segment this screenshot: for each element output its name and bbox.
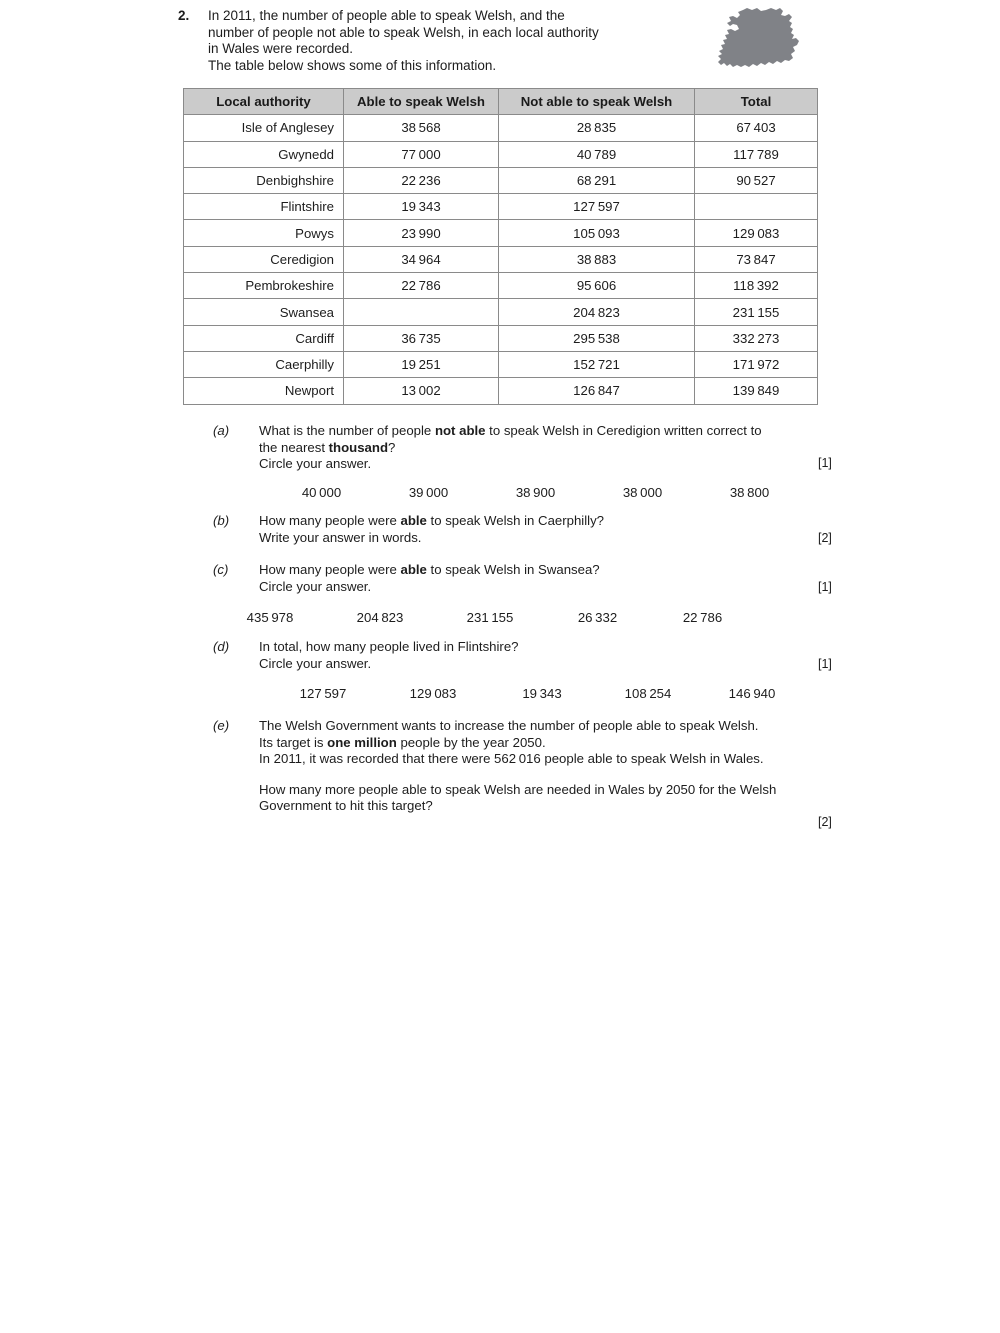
cell-local-authority: Newport bbox=[184, 378, 344, 404]
part-b-label: (b) bbox=[213, 513, 230, 528]
part-e-line-4: How many more people able to speak Welsh are needed in Wales by 2050 for the Welsh bbox=[259, 781, 777, 797]
part-b-line-1-post: to speak Welsh in Caerphilly? bbox=[426, 513, 605, 528]
part-b-line-1-pre: How many people were bbox=[259, 513, 401, 528]
cell-local-authority: Ceredigion bbox=[184, 246, 344, 272]
part-c-option[interactable]: 204 823 bbox=[356, 610, 404, 625]
part-a-option[interactable]: 38 000 bbox=[622, 485, 663, 500]
cell-not-able-to-speak-welsh: 295 538 bbox=[499, 325, 695, 351]
cell-total: 332 273 bbox=[695, 325, 818, 351]
column-header-total: Total bbox=[695, 89, 818, 115]
part-a-line-1-post: to speak Welsh in Ceredigion written correct to bbox=[485, 423, 762, 438]
part-e-line-2-post: people by the year 2050. bbox=[396, 734, 546, 750]
table-header-row bbox=[184, 89, 818, 115]
column-header-not-able: Not able to speak Welsh bbox=[499, 89, 695, 115]
part-c-option[interactable]: 22 786 bbox=[682, 610, 723, 625]
part-e-line-1: The Welsh Government wants to increase the number of people able to speak Welsh. bbox=[259, 718, 759, 733]
cell-not-able-to-speak-welsh: 126 847 bbox=[499, 378, 695, 404]
cell-able-to-speak-welsh: 22 786 bbox=[344, 273, 499, 299]
cell-total: 90 527 bbox=[695, 167, 818, 193]
cell-local-authority: Gwynedd bbox=[184, 141, 344, 167]
part-d-options bbox=[268, 686, 804, 701]
part-c-marks: [1] bbox=[818, 580, 832, 594]
part-a-options bbox=[268, 485, 804, 500]
part-d-option[interactable]: 146 940 bbox=[728, 686, 776, 701]
part-c-line-2: Circle your answer. bbox=[259, 578, 372, 594]
part-a-line-1-pre: What is the number of people bbox=[259, 423, 435, 438]
part-b-line-1-bold: able bbox=[400, 513, 427, 528]
table-row bbox=[184, 115, 818, 141]
part-c-option[interactable]: 26 332 bbox=[577, 610, 618, 625]
question-stem-line: The table below shows some of this information. bbox=[208, 57, 497, 73]
cell-able-to-speak-welsh: 23 990 bbox=[344, 220, 499, 246]
part-a bbox=[213, 423, 853, 473]
cell-able-to-speak-welsh: 38 568 bbox=[344, 115, 499, 141]
cell-able-to-speak-welsh: 13 002 bbox=[344, 378, 499, 404]
cell-able-to-speak-welsh bbox=[344, 299, 499, 325]
cell-local-authority: Flintshire bbox=[184, 194, 344, 220]
cell-not-able-to-speak-welsh: 152 721 bbox=[499, 351, 695, 377]
table-row bbox=[184, 378, 818, 404]
cell-local-authority: Powys bbox=[184, 220, 344, 246]
part-c-line-1-post: to speak Welsh in Swansea? bbox=[426, 562, 600, 577]
cell-local-authority: Isle of Anglesey bbox=[184, 115, 344, 141]
cell-total: 171 972 bbox=[695, 351, 818, 377]
cell-total: 117 789 bbox=[695, 141, 818, 167]
cell-able-to-speak-welsh: 22 236 bbox=[344, 167, 499, 193]
part-a-line-2-bold: thousand bbox=[328, 439, 388, 455]
part-a-line-1 bbox=[259, 423, 853, 440]
welsh-speakers-table bbox=[183, 88, 818, 405]
part-d-line-1: In total, how many people lived in Flintshire? bbox=[259, 639, 519, 654]
table-row bbox=[184, 167, 818, 193]
cell-total: 129 083 bbox=[695, 220, 818, 246]
part-c-body bbox=[259, 562, 853, 595]
part-e-line-5: Government to hit this target? bbox=[259, 798, 433, 813]
cell-able-to-speak-welsh: 77 000 bbox=[344, 141, 499, 167]
part-b-marks: [2] bbox=[818, 531, 832, 545]
column-header-local-authority: Local authority bbox=[184, 89, 344, 115]
cell-local-authority: Swansea bbox=[184, 299, 344, 325]
cell-able-to-speak-welsh: 34 964 bbox=[344, 246, 499, 272]
table-row bbox=[184, 220, 818, 246]
part-d-line-2: Circle your answer. bbox=[259, 655, 372, 671]
cell-local-authority: Cardiff bbox=[184, 325, 344, 351]
table-body bbox=[184, 115, 818, 404]
part-a-body bbox=[259, 423, 853, 473]
table-row bbox=[184, 299, 818, 325]
wales-map-icon bbox=[713, 4, 817, 80]
part-d-option[interactable]: 108 254 bbox=[624, 686, 672, 701]
cell-not-able-to-speak-welsh: 38 883 bbox=[499, 246, 695, 272]
cell-not-able-to-speak-welsh: 68 291 bbox=[499, 167, 695, 193]
cell-total: 67 403 bbox=[695, 115, 818, 141]
cell-not-able-to-speak-welsh: 28 835 bbox=[499, 115, 695, 141]
part-c-line-1-pre: How many people were bbox=[259, 562, 401, 577]
cell-total: 231 155 bbox=[695, 299, 818, 325]
part-e-line-2-bold: one million bbox=[327, 734, 397, 750]
part-e-line-3: In 2011, it was recorded that there were 562 016 people able to speak Welsh in Wales. bbox=[259, 751, 764, 766]
cell-not-able-to-speak-welsh: 105 093 bbox=[499, 220, 695, 246]
welsh-speakers-table-container bbox=[183, 88, 817, 405]
part-a-label: (a) bbox=[213, 423, 230, 438]
part-b bbox=[213, 513, 853, 546]
part-c-label: (c) bbox=[213, 562, 229, 577]
part-a-line-2 bbox=[259, 440, 853, 457]
part-e-marks: [2] bbox=[818, 815, 832, 829]
question-number: 2. bbox=[178, 8, 190, 23]
cell-local-authority: Denbighshire bbox=[184, 167, 344, 193]
cell-able-to-speak-welsh: 19 343 bbox=[344, 194, 499, 220]
cell-local-authority: Pembrokeshire bbox=[184, 273, 344, 299]
wales-map-silhouette bbox=[713, 4, 817, 80]
part-a-option[interactable]: 39 000 bbox=[408, 485, 449, 500]
cell-local-authority: Caerphilly bbox=[184, 351, 344, 377]
part-c-line-1 bbox=[259, 562, 853, 579]
table-row bbox=[184, 246, 818, 272]
part-b-line-1 bbox=[259, 513, 853, 530]
part-c-option[interactable]: 231 155 bbox=[466, 610, 514, 625]
cell-total: 118 392 bbox=[695, 273, 818, 299]
part-a-option[interactable]: 38 800 bbox=[729, 485, 770, 500]
part-a-line-3: Circle your answer. bbox=[259, 456, 372, 471]
cell-not-able-to-speak-welsh: 40 789 bbox=[499, 141, 695, 167]
cell-not-able-to-speak-welsh: 204 823 bbox=[499, 299, 695, 325]
part-e-label: (e) bbox=[213, 718, 230, 733]
cell-able-to-speak-welsh: 19 251 bbox=[344, 351, 499, 377]
part-b-line-2: Write your answer in words. bbox=[259, 529, 422, 545]
part-d-label: (d) bbox=[213, 639, 230, 654]
table-row bbox=[184, 351, 818, 377]
part-d bbox=[213, 639, 853, 672]
part-a-line-2-pre: the nearest bbox=[259, 439, 329, 455]
question-stem-line: In 2011, the number of people able to speak Welsh, and the bbox=[208, 8, 565, 23]
part-a-option[interactable]: 38 900 bbox=[515, 485, 556, 500]
part-a-marks: [1] bbox=[818, 456, 832, 470]
part-a-line-2-post: ? bbox=[388, 439, 396, 455]
part-e bbox=[213, 718, 853, 829]
part-d-option[interactable]: 19 343 bbox=[522, 686, 562, 701]
part-a-option[interactable]: 40 000 bbox=[301, 485, 342, 500]
cell-able-to-speak-welsh: 36 735 bbox=[344, 325, 499, 351]
table-row bbox=[184, 273, 818, 299]
table-row bbox=[184, 141, 818, 167]
cell-total: 73 847 bbox=[695, 246, 818, 272]
part-e-line-2-pre: Its target is bbox=[259, 734, 328, 750]
cell-not-able-to-speak-welsh: 95 606 bbox=[499, 273, 695, 299]
cell-total: 139 849 bbox=[695, 378, 818, 404]
part-d-option[interactable]: 127 597 bbox=[299, 686, 347, 701]
part-e-line-2 bbox=[259, 735, 853, 752]
question-stem-line: number of people not able to speak Welsh, in each local authority bbox=[208, 24, 599, 40]
part-c-options bbox=[215, 610, 755, 625]
part-d-body bbox=[259, 639, 853, 672]
part-c-line-1-bold: able bbox=[400, 562, 427, 577]
part-d-option[interactable]: 129 083 bbox=[409, 686, 457, 701]
part-d-marks: [1] bbox=[818, 657, 832, 671]
part-c bbox=[213, 562, 853, 595]
cell-not-able-to-speak-welsh: 127 597 bbox=[499, 194, 695, 220]
table-row bbox=[184, 325, 818, 351]
part-c-option[interactable]: 435 978 bbox=[246, 610, 294, 625]
column-header-able: Able to speak Welsh bbox=[344, 89, 499, 115]
part-e-body bbox=[259, 718, 853, 815]
part-b-body bbox=[259, 513, 853, 546]
part-a-line-1-bold: not able bbox=[434, 423, 486, 438]
table-row bbox=[184, 194, 818, 220]
cell-total bbox=[695, 194, 818, 220]
question-stem-line: in Wales were recorded. bbox=[208, 41, 354, 57]
